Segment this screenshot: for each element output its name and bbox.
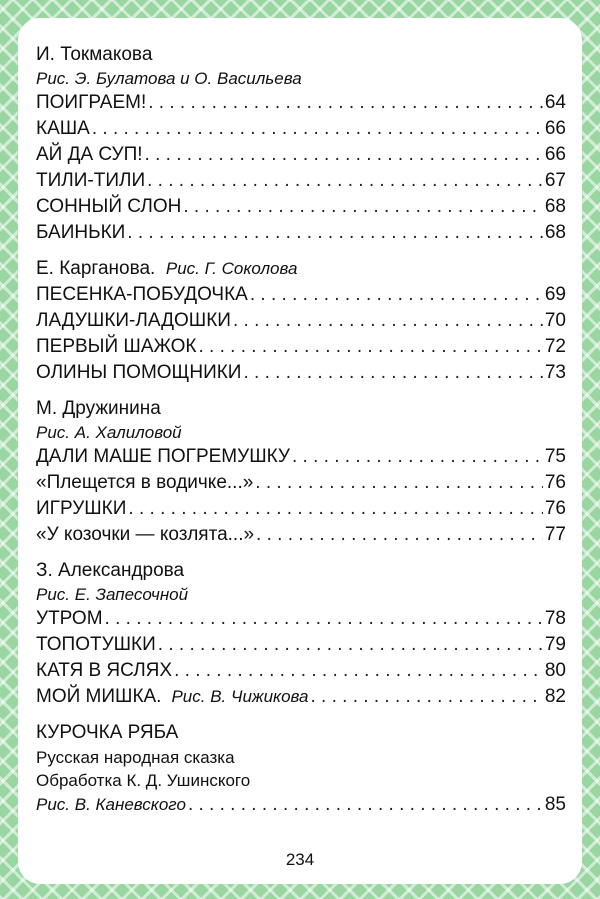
- dot-leader: [174, 658, 543, 684]
- toc-group-aleksandrova: [36, 558, 566, 710]
- dot-leader: [128, 496, 542, 522]
- dot-leader: [199, 334, 543, 360]
- entry-title: ИГРУШКИ: [36, 498, 127, 519]
- toc-entry[interactable]: [36, 470, 566, 496]
- entry-illustrator: Рис. В. Чижикова: [171, 687, 309, 706]
- dot-leader: [183, 194, 543, 220]
- toc-entry[interactable]: [36, 220, 566, 246]
- entry-title: СОННЫЙ СЛОН: [36, 196, 182, 217]
- dot-leader: [158, 632, 543, 658]
- entry-title: ПЕРВЫЙ ШАЖОК: [36, 336, 197, 357]
- toc-entry[interactable]: [36, 168, 566, 194]
- entry-title: ТОПОТУШКИ: [36, 634, 156, 655]
- entry-page: 68: [544, 196, 566, 217]
- dot-leader: [310, 684, 542, 710]
- toc-entry[interactable]: [36, 792, 566, 818]
- toc-entry[interactable]: [36, 116, 566, 142]
- entry-page: 66: [544, 118, 566, 139]
- entry-page: 72: [544, 336, 566, 357]
- dot-leader: [188, 792, 543, 818]
- entry-title: «Плещется в водичке...»: [36, 472, 254, 493]
- entry-page: 80: [544, 660, 566, 681]
- story-adaptation: Обработка К. Д. Ушинского: [36, 771, 251, 790]
- dot-leader: [92, 116, 543, 142]
- author-line: [36, 256, 566, 282]
- entry-page: 70: [544, 310, 566, 331]
- author-name: И. Токмакова: [36, 44, 153, 65]
- entry-page: 69: [544, 284, 566, 305]
- dot-leader: [145, 142, 543, 168]
- dot-leader: [256, 522, 543, 548]
- entry-title: УТРОМ: [36, 608, 103, 629]
- author-name: З. Александрова: [36, 560, 185, 581]
- entry-page: 77: [544, 524, 566, 545]
- entry-title: ОЛИНЫ ПОМОЩНИКИ: [36, 362, 242, 383]
- entry-page: 67: [544, 170, 566, 191]
- entry-title: ТИЛИ-ТИЛИ: [36, 170, 146, 191]
- toc-group-karganova: [36, 256, 566, 386]
- dot-leader: [292, 444, 543, 470]
- entry-page: 78: [544, 608, 566, 629]
- toc-entry[interactable]: [36, 360, 566, 386]
- story-title[interactable]: КУРОЧКА РЯБА: [36, 722, 179, 743]
- toc-entry[interactable]: [36, 522, 566, 548]
- entry-title: КАТЯ В ЯСЛЯХ: [36, 660, 173, 681]
- entry-page: 68: [544, 222, 566, 243]
- toc-entry[interactable]: [36, 142, 566, 168]
- entry-page: 76: [544, 472, 566, 493]
- illustrator-credit: Рис. Г. Соколова: [165, 259, 298, 278]
- entry-title: МОЙ МИШКА.: [36, 686, 162, 707]
- entry-title: ПЕСЕНКА-ПОБУДОЧКА: [36, 284, 248, 305]
- dot-leader: [233, 308, 543, 334]
- entry-title: ДАЛИ МАШЕ ПОГРЕМУШКУ: [36, 446, 290, 467]
- toc-entry[interactable]: [36, 194, 566, 220]
- toc-entry[interactable]: [36, 282, 566, 308]
- illustrator-credit: Рис. В. Каневского: [36, 795, 186, 814]
- toc-entry[interactable]: [36, 606, 566, 632]
- entry-page: 85: [544, 794, 566, 815]
- toc-entry[interactable]: [36, 308, 566, 334]
- entry-page: 82: [544, 686, 566, 707]
- toc-entry[interactable]: [36, 496, 566, 522]
- entry-page: 79: [544, 634, 566, 655]
- entry-page: 64: [544, 92, 566, 113]
- dot-leader: [127, 220, 543, 246]
- entry-page: 66: [544, 144, 566, 165]
- dot-leader: [250, 282, 543, 308]
- entry-page: 73: [544, 362, 566, 383]
- dot-leader: [105, 606, 543, 632]
- toc-entry[interactable]: [36, 90, 566, 116]
- illustrator-credit: Рис. А. Халиловой: [36, 423, 182, 442]
- contents-page: [18, 18, 582, 884]
- entry-page: 75: [544, 446, 566, 467]
- toc-group-kurochka: [36, 720, 566, 818]
- page-number: 234: [285, 850, 315, 869]
- author-name: Е. Карганова.: [36, 258, 156, 279]
- illustrator-credit: Рис. Э. Булатова и О. Васильева: [36, 69, 302, 88]
- illustrator-credit: Рис. Е. Запесочной: [36, 585, 189, 604]
- entry-title: ПОИГРАЕМ!: [36, 92, 147, 113]
- story-origin: Русская народная сказка: [36, 748, 235, 767]
- dot-leader: [147, 168, 543, 194]
- toc-entry[interactable]: [36, 632, 566, 658]
- author-name: М. Дружинина: [36, 398, 161, 419]
- dot-leader: [148, 90, 543, 116]
- toc-entry[interactable]: [36, 684, 566, 710]
- entry-title: БАИНЬКИ: [36, 222, 126, 243]
- entry-title: КАША: [36, 118, 90, 139]
- toc-entry[interactable]: [36, 444, 566, 470]
- dot-leader: [243, 360, 542, 386]
- entry-page: 76: [544, 498, 566, 519]
- entry-title: «У козочки — козлята...»: [36, 524, 255, 545]
- dot-leader: [255, 470, 543, 496]
- toc-entry[interactable]: [36, 334, 566, 360]
- entry-title: АЙ ДА СУП!: [36, 144, 143, 165]
- toc-group-druzhinina: [36, 396, 566, 548]
- toc-entry[interactable]: [36, 658, 566, 684]
- toc-group-tokmakova: [36, 42, 566, 246]
- entry-title: ЛАДУШКИ-ЛАДОШКИ: [36, 310, 231, 331]
